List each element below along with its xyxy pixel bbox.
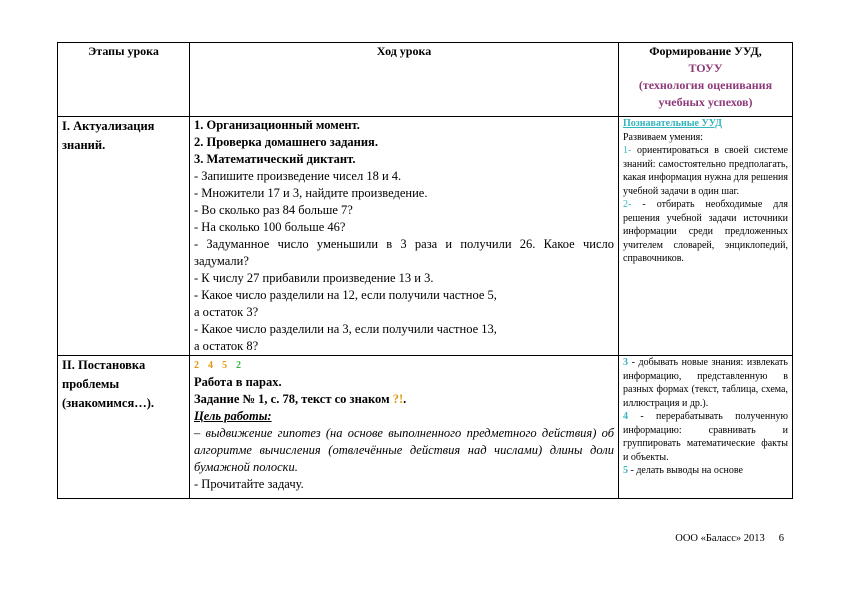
dictation-task: - Какое число разделили на 12, если получили частное 5, (194, 288, 497, 302)
uud-point-text: - отбирать необходимые для решения учебной задачи источники информации среди предложенных учителем словарей, энциклопедий, справочников. (623, 199, 788, 264)
header-uud-line1: Формирование УУД, (649, 44, 762, 58)
read-task: - Прочитайте задачу. (194, 477, 304, 491)
header-uud (619, 43, 793, 117)
task-reference (194, 391, 614, 408)
uud-number-markers (194, 356, 614, 374)
uud-point-number: 3 (623, 357, 628, 368)
dictation-task: - К числу 27 прибавили произведение 13 и 3. (194, 271, 434, 285)
uud-point-number: 5 (623, 465, 628, 476)
stage-problem: II. Постановка проблемы (знакомимся…). (58, 356, 190, 499)
header-flow: Ход урока (190, 43, 619, 117)
flow-cell-problem (190, 356, 619, 499)
dictation-task: а остаток 3? (194, 305, 259, 319)
uud-title: Познавательные УУД (623, 118, 723, 129)
table-row (58, 356, 793, 499)
uud-point-3 (623, 356, 788, 410)
uud-cell-actualization (619, 117, 793, 356)
header-uud-line2: ТОУУ (688, 61, 723, 75)
dictation-task: - Во сколько раз 84 больше 7? (194, 203, 353, 217)
uud-cell-problem (619, 356, 793, 499)
page-number: 6 (778, 533, 784, 544)
uud-intro: Развиваем умения: (623, 131, 704, 143)
lesson-table (57, 42, 793, 499)
uud-point-text: - добывать новые знания: извлекать информацию, представленную в разных формах (текст, таблица, схема, иллюстрация и др.). (623, 357, 788, 409)
goal-text: – выдвижение гипотез (на основе выполненного предметного действия) об алгоритме вычисления (отвлечённые действия над числами) длины доли бумажной полоски. (194, 426, 614, 474)
flow-item-org: 1. Организационный момент. (194, 118, 360, 132)
task-prefix: Задание № 1, с. 78, текст со знаком (194, 392, 393, 406)
dictation-task: - Множители 17 и 3, найдите произведение. (194, 186, 428, 200)
dictation-task: - На сколько 100 больше 46? (194, 220, 346, 234)
uud-point-text: - делать выводы на основе (628, 465, 743, 476)
flow-item-homework: 2. Проверка домашнего задания. (194, 135, 378, 149)
uud-point-number: 1- (623, 145, 632, 156)
marker-number: 2 (194, 360, 199, 371)
stage-actualization: I. Актуализация знаний. (58, 117, 190, 356)
uud-point-number: 4 (623, 411, 628, 422)
task-suffix: . (403, 392, 407, 406)
uud-point-number: 2- (623, 199, 632, 210)
page-footer (661, 533, 784, 544)
uud-point-4 (623, 410, 788, 464)
uud-point-1 (623, 144, 788, 198)
table-header-row (58, 43, 793, 117)
pair-work-label: Работа в парах. (194, 375, 282, 389)
header-stages: Этапы урока (58, 43, 190, 117)
flow-cell-actualization (190, 117, 619, 356)
uud-point-text: - перерабатывать полученную информацию: сравнивать и группировать математические факты и объекты. (623, 411, 788, 463)
goal-label: Цель работы: (194, 409, 272, 423)
footer-company: ООО «Баласс» 2013 (675, 533, 765, 544)
task-mark: ?! (392, 392, 404, 406)
table-row (58, 117, 793, 356)
dictation-task: - Какое число разделили на 3, если получили частное 13, (194, 322, 497, 336)
dictation-task: а остаток 8? (194, 339, 259, 353)
header-uud-line3: (технология оценивания учебных успехов) (638, 78, 773, 109)
flow-item-dictation: 3. Математический диктант. (194, 152, 356, 166)
dictation-task: - Задуманное число уменьшили в 3 раза и получили 26. Какое число задумали? (194, 237, 614, 268)
dictation-task: - Запишите произведение чисел 18 и 4. (194, 169, 402, 183)
uud-point-text: ориентироваться в своей системе знаний: самостоятельно предполагать, какая информация нужна для решения учебной задачи в один шаг. (623, 145, 788, 197)
marker-number: 2 (236, 360, 241, 371)
marker-number: 5 (222, 360, 227, 371)
uud-point-5 (623, 464, 788, 478)
uud-point-2 (623, 198, 788, 266)
marker-number: 4 (208, 360, 213, 371)
